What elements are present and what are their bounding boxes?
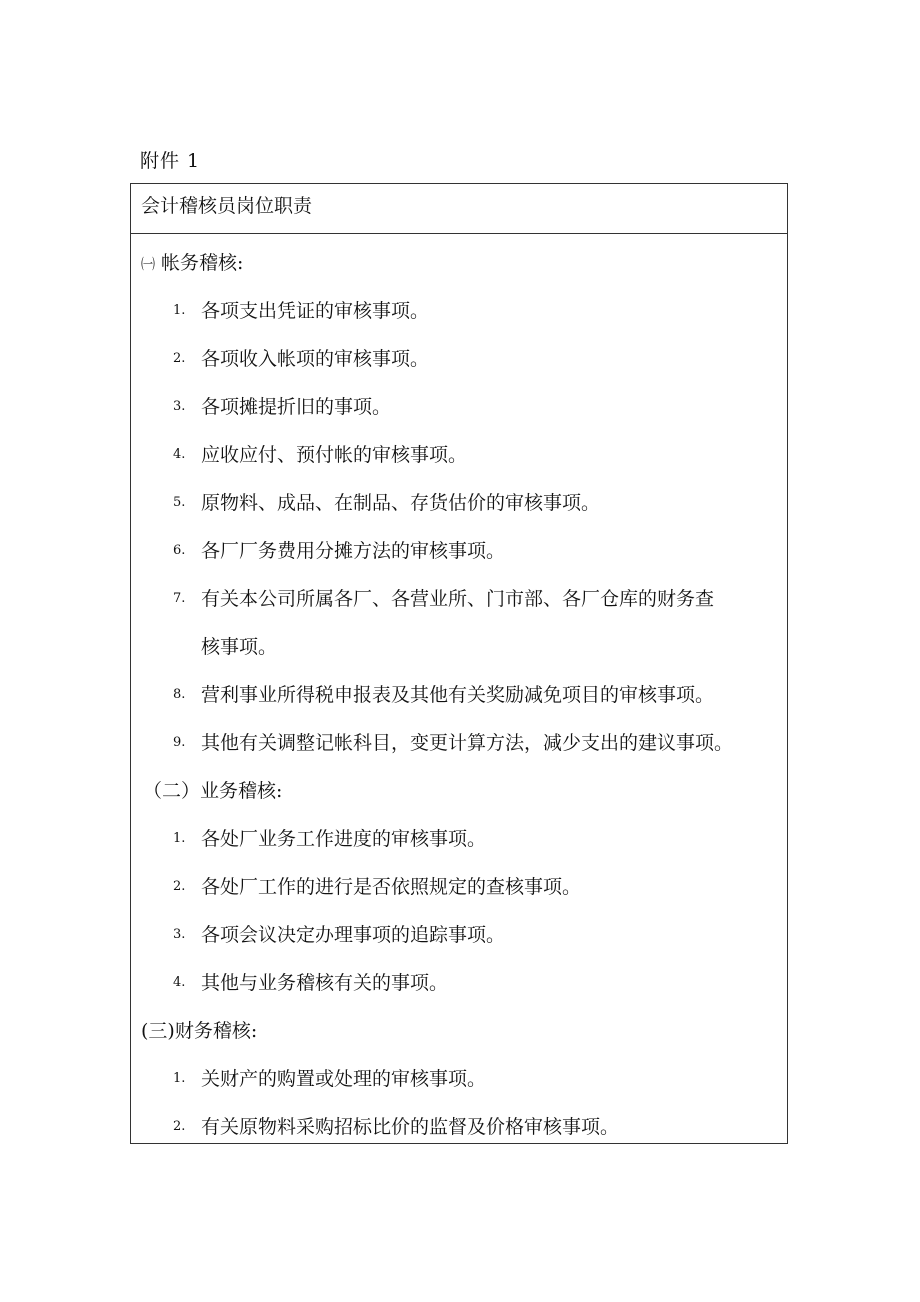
- section-title: 帐务稽核:: [161, 252, 244, 274]
- item-text: 其他与业务稽核有关的事项。: [201, 972, 449, 994]
- section-heading: [131, 767, 787, 815]
- item-text: 有关本公司所属各厂、各营业所、门市部、各厂仓库的财务查: [201, 588, 715, 610]
- item-number: 1.: [173, 1071, 186, 1086]
- table-title: 会计稽核员岗位职责: [131, 184, 787, 234]
- item-number: 4.: [173, 975, 186, 990]
- list-item: [131, 431, 787, 479]
- list-item: [131, 1103, 787, 1151]
- list-item: [131, 719, 787, 767]
- item-text: 营利事业所得税申报表及其他有关奖励减免项目的审核事项。: [201, 684, 715, 706]
- list-item: [131, 479, 787, 527]
- section-number: ㈠: [141, 257, 155, 273]
- item-text: 各项会议决定办理事项的追踪事项。: [201, 924, 506, 946]
- item-number: 2.: [173, 1119, 186, 1134]
- item-text: 各项收入帐项的审核事项。: [201, 348, 430, 370]
- item-number: 9.: [173, 735, 186, 750]
- item-text: 各项摊提折旧的事项。: [201, 396, 392, 418]
- list-item: [131, 1055, 787, 1103]
- section-heading: [131, 239, 787, 287]
- item-text: 各处厂业务工作进度的审核事项。: [201, 828, 487, 850]
- item-text: 各项支出凭证的审核事项。: [201, 300, 430, 322]
- item-text: 应收应付、预付帐的审核事项。: [201, 444, 468, 466]
- list-item: [131, 671, 787, 719]
- item-number: 8.: [173, 687, 186, 702]
- list-item: [131, 287, 787, 335]
- item-text: 各厂厂务费用分摊方法的审核事项。: [201, 540, 506, 562]
- list-item: [131, 575, 787, 623]
- section-title: (三)财务稽核:: [141, 1020, 258, 1042]
- list-item: [131, 527, 787, 575]
- item-number: 5.: [173, 495, 186, 510]
- item-number: 3.: [173, 927, 186, 942]
- item-number: 1.: [173, 303, 186, 318]
- list-item: [131, 863, 787, 911]
- item-number: 4.: [173, 447, 186, 462]
- item-number: 3.: [173, 399, 186, 414]
- item-number: 6.: [173, 543, 186, 558]
- list-item: [131, 911, 787, 959]
- table-body: [131, 234, 787, 1151]
- item-number: 7.: [173, 591, 186, 606]
- list-item-continuation: [131, 623, 787, 671]
- list-item: [131, 383, 787, 431]
- duties-table: [130, 183, 788, 1144]
- item-number: 2.: [173, 879, 186, 894]
- item-text: 其他有关调整记帐科目，变更计算方法，减少支出的建议事项。: [201, 732, 734, 754]
- list-item: [131, 959, 787, 1007]
- item-text-continuation: 核事项。: [201, 636, 278, 658]
- section-title: （二）业务稽核:: [143, 780, 283, 802]
- item-number: 1.: [173, 831, 186, 846]
- item-text: 原物料、成品、在制品、存货估价的审核事项。: [201, 492, 601, 514]
- attachment-label: 附件 1: [140, 150, 201, 172]
- item-number: 2.: [173, 351, 186, 366]
- item-text: 各处厂工作的进行是否依照规定的查核事项。: [201, 876, 582, 898]
- section-heading: [131, 1007, 787, 1055]
- item-text: 有关原物料采购招标比价的监督及价格审核事项。: [201, 1116, 620, 1138]
- list-item: [131, 815, 787, 863]
- list-item: [131, 335, 787, 383]
- item-text: 关财产的购置或处理的审核事项。: [201, 1068, 487, 1090]
